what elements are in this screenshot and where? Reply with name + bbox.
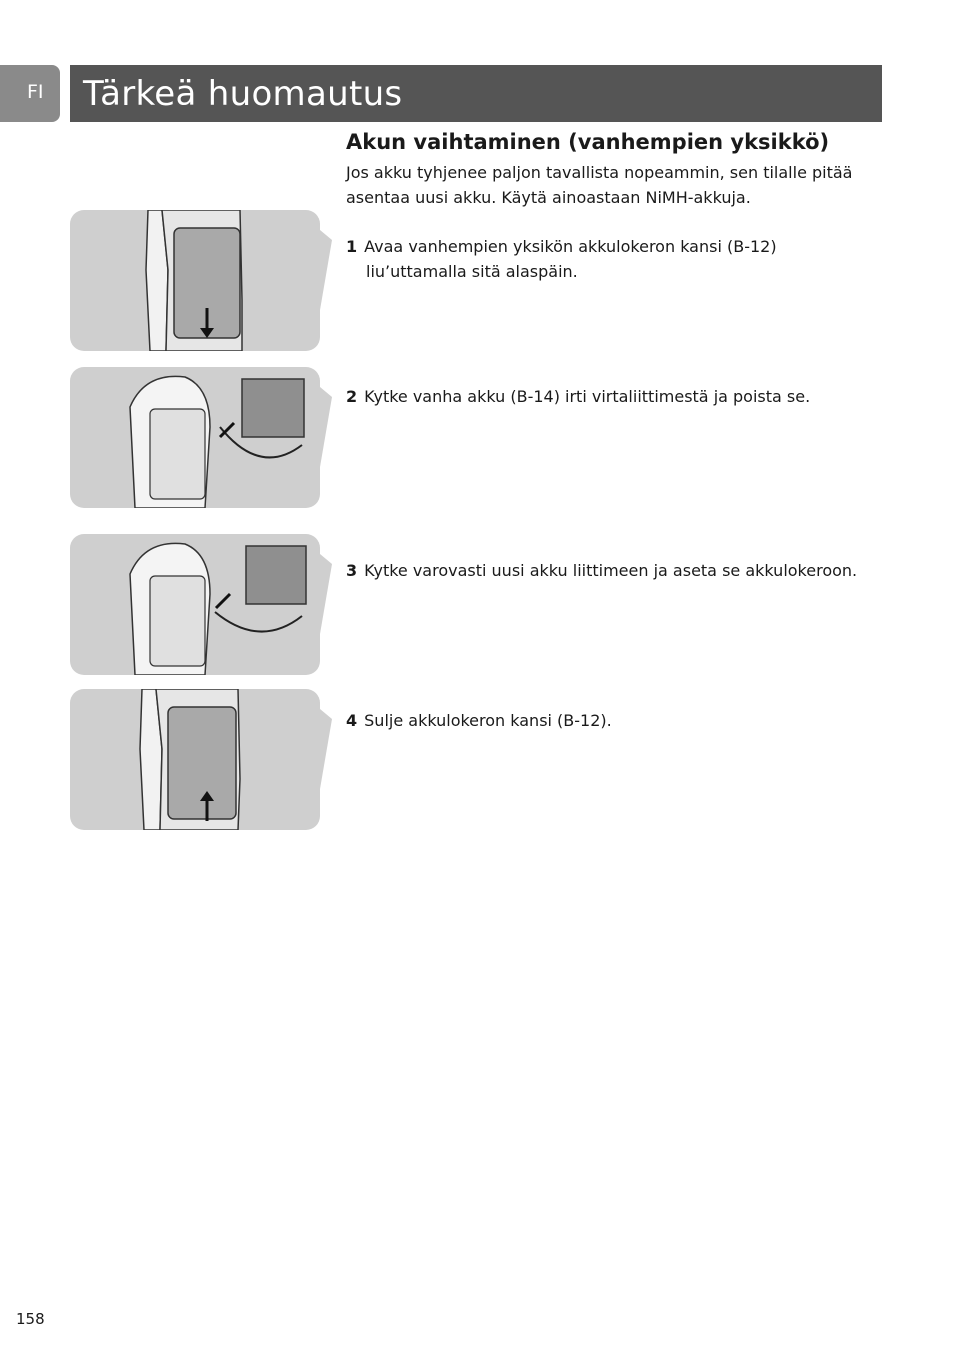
page-title: Tärkeä huomautus: [83, 74, 403, 114]
step-2: [346, 384, 876, 409]
step-3-pointer: [320, 534, 334, 675]
step-text-continued: liu’uttamalla sitä alaspäin.: [366, 262, 578, 281]
step-4: [346, 708, 876, 733]
step-text: Kytke vanha akku (B-14) irti virtaliittimestä ja poista se.: [364, 387, 811, 406]
step-text: Avaa vanhempien yksikön akkulokeron kansi (B-12): [364, 237, 777, 256]
battery-cover-open-icon: [70, 210, 320, 351]
step-number: 2: [346, 387, 358, 406]
page-number: 158: [16, 1310, 45, 1328]
battery-cover-close-icon: [70, 689, 320, 830]
battery-disconnect-icon: [70, 367, 320, 508]
illustration-step-3: [70, 534, 320, 675]
section-title: Akun vaihtaminen (vanhempien yksikkö): [346, 130, 830, 154]
step-4-pointer: [320, 689, 334, 830]
step-3: [346, 558, 876, 583]
step-number: 3: [346, 561, 358, 580]
illustration-step-1: [70, 210, 320, 351]
step-number: 4: [346, 711, 358, 730]
illustration-step-4: [70, 689, 320, 830]
step-number: 1: [346, 237, 358, 256]
language-code: FI: [27, 81, 44, 103]
step-text: Kytke varovasti uusi akku liittimeen ja aseta se akkulokeroon.: [364, 561, 858, 580]
section-intro: Jos akku tyhjenee paljon tavallista nopeammin, sen tilalle pitää asentaa uusi akku. Käytä ainoastaan NiMH-akkuja.: [346, 163, 853, 207]
illustration-step-2: [70, 367, 320, 508]
title-bar: [70, 65, 882, 122]
language-tab: [0, 65, 60, 122]
step-1-pointer: [320, 210, 334, 351]
step-1: [346, 234, 876, 284]
step-text: Sulje akkulokeron kansi (B-12).: [364, 711, 612, 730]
step-2-pointer: [320, 367, 334, 508]
battery-connect-icon: [70, 534, 320, 675]
